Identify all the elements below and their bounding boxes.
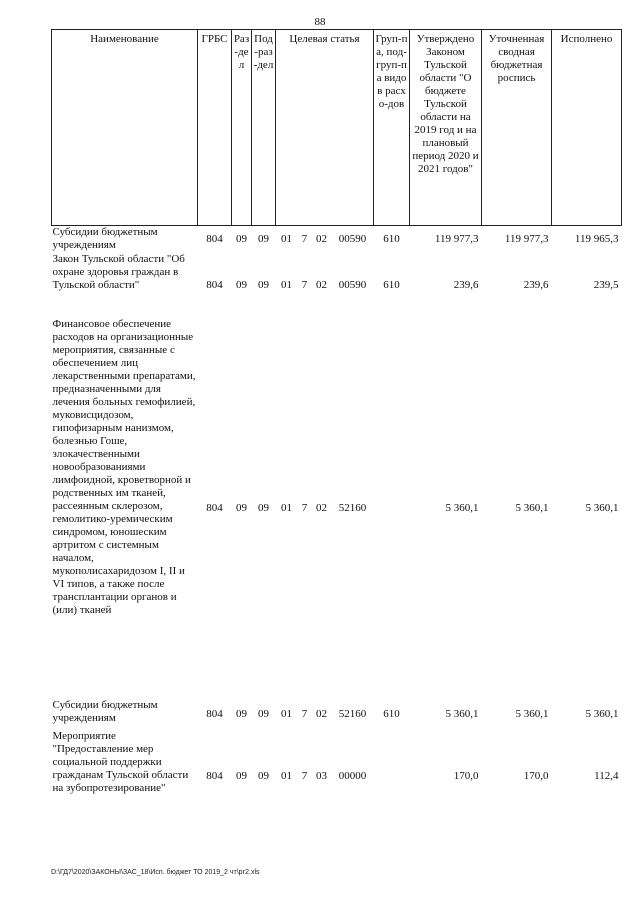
row-grbs: 804 <box>206 707 223 720</box>
row-podrazdel: 09 <box>258 501 269 514</box>
budget-table <box>51 29 622 824</box>
row-name: Субсидии бюджетным учреждениям <box>52 698 158 724</box>
row-target-program: 01 <box>281 707 292 720</box>
row-executed: 119 965,3 <box>574 232 619 245</box>
row-target-event: 02 <box>316 278 327 291</box>
row-target-direction: 52160 <box>338 707 367 720</box>
header-executed: Исполнено <box>552 30 622 226</box>
row-grbs: 804 <box>206 278 223 291</box>
row-refined: 5 360,1 <box>515 707 549 720</box>
row-approved: 119 977,3 <box>434 232 479 245</box>
row-expense-group: 610 <box>383 232 400 245</box>
row-grbs: 804 <box>206 770 223 782</box>
table-row <box>52 699 622 730</box>
header-grbs: ГРБС <box>198 30 232 226</box>
row-razdel: 09 <box>236 501 247 514</box>
table-header <box>52 30 622 226</box>
row-refined: 119 977,3 <box>504 232 549 245</box>
table-row <box>52 730 622 824</box>
row-razdel: 09 <box>236 707 247 720</box>
file-path-footer: D:\ГД7\2020\ЗАКОНЫ\ЗАС_18\Исп. бюджет ТО 2019_2 чт\рг2.xls <box>51 869 260 876</box>
row-name: Мероприятие "Предоставление мер социальной поддержки гражданам Тульской области на зубопротезирование" <box>52 729 189 794</box>
row-approved: 170,0 <box>453 770 479 782</box>
row-expense-group: 610 <box>383 707 400 720</box>
row-target-program: 01 <box>281 770 292 782</box>
row-target-subprogram: 7 <box>301 278 308 291</box>
row-approved: 5 360,1 <box>445 707 479 720</box>
row-target-subprogram: 7 <box>301 770 308 782</box>
table-row <box>52 253 622 318</box>
row-executed: 239,5 <box>593 278 619 291</box>
row-expense-group <box>374 730 410 824</box>
header-razdel: Раз-дел <box>232 30 252 226</box>
row-target-subprogram: 7 <box>301 501 308 514</box>
row-razdel: 09 <box>236 232 247 245</box>
row-executed: 112,4 <box>594 770 619 782</box>
row-podrazdel: 09 <box>258 232 269 245</box>
row-expense-group: 610 <box>383 278 400 291</box>
row-refined: 239,6 <box>523 278 549 291</box>
table-row <box>52 318 622 699</box>
row-target-event: 02 <box>316 707 327 720</box>
row-expense-group <box>374 318 410 699</box>
row-target-program: 01 <box>281 501 292 514</box>
row-target-event: 02 <box>316 232 327 245</box>
table-row <box>52 226 622 253</box>
header-name: Наименование <box>52 30 198 226</box>
row-executed: 5 360,1 <box>585 707 619 720</box>
header-expense-group: Груп-па, под-груп-па видов расхо-дов <box>374 30 410 226</box>
row-target-direction: 00000 <box>338 770 367 782</box>
row-target-event: 02 <box>316 501 327 514</box>
row-podrazdel: 09 <box>258 278 269 291</box>
row-podrazdel: 09 <box>258 770 269 782</box>
row-name: Субсидии бюджетным учреждениям <box>52 226 158 251</box>
row-refined: 170,0 <box>523 770 549 782</box>
row-target-direction: 00590 <box>338 232 367 245</box>
row-grbs: 804 <box>206 232 223 245</box>
row-podrazdel: 09 <box>258 707 269 720</box>
row-target-event: 03 <box>316 770 327 782</box>
header-approved: Утверждено Законом Тульской области "О бюджете Тульской области на 2019 год и на плановый период 2020 и 2021 годов" <box>410 30 482 226</box>
row-approved: 5 360,1 <box>445 501 479 514</box>
header-refined: Уточненная сводная бюджетная роспись <box>482 30 552 226</box>
row-name: Финансовое обеспечение расходов на организационные мероприятия, связанные с обеспечением лиц лекарственными препаратами, предназначенными для лечения больных гемофилией, муковисцидозом, гипофизарным нанизмом, болезнью Гоше, злокачественными новообразованиями лимфоидной, кроветворной и родственных им тканей, рассеянным склерозом, гемолитико-уремическим синдромом, юношеским артритом с системным началом, мукополисахаридозом I, II и VI типов, а также после трансплантации органов и (или) тканей <box>52 317 196 616</box>
row-target-subprogram: 7 <box>301 707 308 720</box>
row-name: Закон Тульской области "Об охране здоровья граждан в Тульской области" <box>52 252 185 291</box>
row-razdel: 09 <box>236 770 247 782</box>
row-target-program: 01 <box>281 278 292 291</box>
row-razdel: 09 <box>236 278 247 291</box>
table-body <box>52 226 622 824</box>
budget-table-sheet <box>51 29 621 824</box>
row-executed: 5 360,1 <box>585 501 619 514</box>
row-grbs: 804 <box>206 501 223 514</box>
row-approved: 239,6 <box>453 278 479 291</box>
row-target-subprogram: 7 <box>301 232 308 245</box>
row-target-program: 01 <box>281 232 292 245</box>
row-target-direction: 00590 <box>338 278 367 291</box>
page-number: 88 <box>314 16 326 28</box>
row-refined: 5 360,1 <box>515 501 549 514</box>
header-target-article: Целевая статья <box>276 30 374 226</box>
row-target-direction: 52160 <box>338 501 367 514</box>
header-podrazdel: Под-раз-дел <box>252 30 276 226</box>
